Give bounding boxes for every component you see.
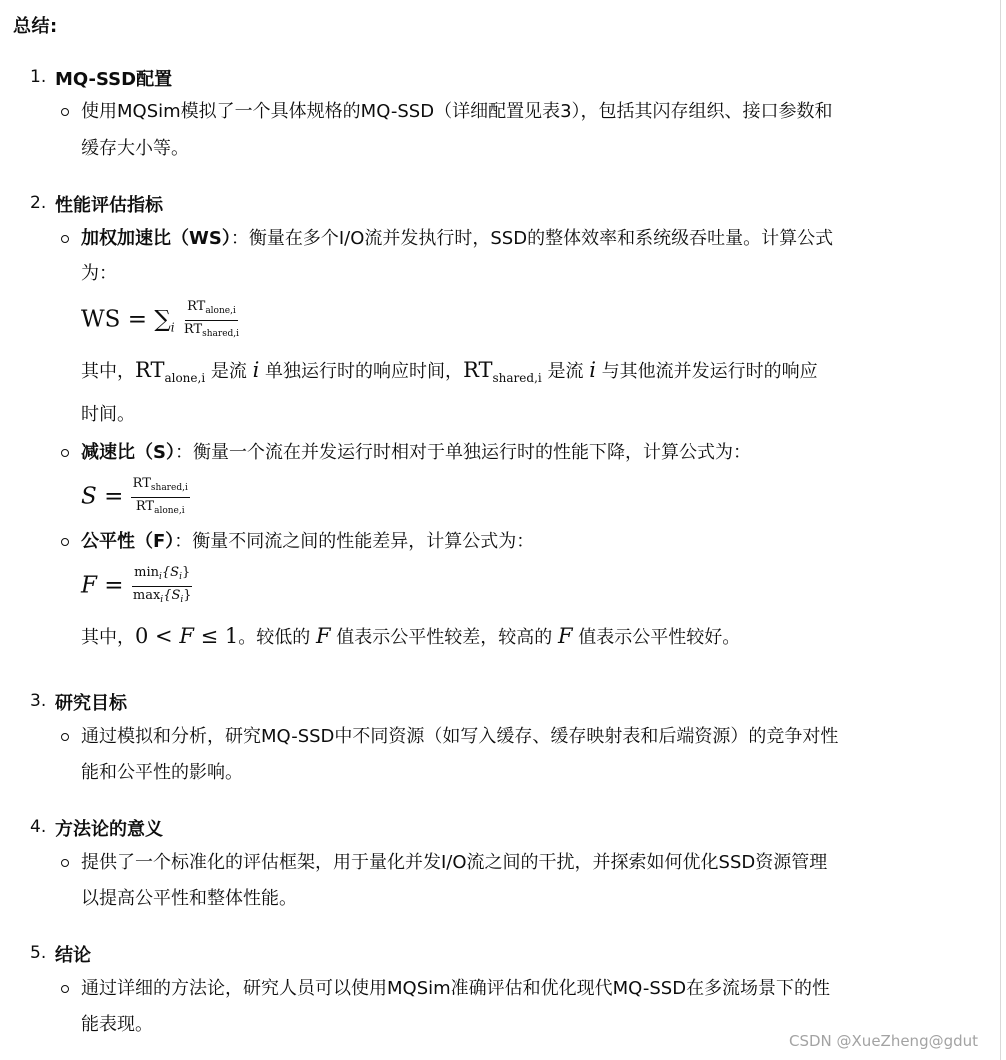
fairness-note: 其中，0 < F ≤ 1。较低的 F 值表示公平性较差，较高的 F 值表示公平性较好。: [81, 624, 741, 648]
bullet-marker: [61, 449, 69, 457]
slowdown-definition: 减速比（S）：衡量一个流在并发运行时相对于单独运行时的性能下降，计算公式为：: [81, 442, 751, 463]
fairness-fraction: $\frac{\min_i\{S_i\}}{\max_i\{S_i\}}$: [132, 565, 192, 605]
bullet-marker: [61, 859, 69, 867]
section-title-significance: 方法论的意义: [55, 819, 163, 840]
ws-text: ：衡量在多个I/O流并发执行时，SSD的整体效率和系统级吞吐量。计算公式: [230, 228, 834, 249]
bullet-marker: [61, 733, 69, 741]
fairness-definition: 公平性（F）：衡量不同流之间的性能差异，计算公式为：: [81, 531, 535, 552]
section-title-metrics: 性能评估指标: [55, 195, 163, 216]
ws-formula: WS = $\sum_i$ $\frac{RT_{alone,i}}{RT_{shared,i}}$: [81, 298, 241, 343]
fairness-label: 公平性（F）: [81, 531, 175, 552]
conclusion-text-line1: 通过详细的方法论，研究人员可以使用MQSim准确评估和优化现代MQ-SSD在多流场景下的性: [81, 978, 831, 999]
ws-fraction: $\frac{RT_{alone,i}}{RT_{shared,i}}$: [183, 299, 240, 339]
goals-text-line2: 能和公平性的影响。: [81, 762, 243, 783]
bullet-marker: [61, 538, 69, 546]
significance-text-line1: 提供了一个标准化的评估框架，用于量化并发I/O流之间的干扰，并探索如何优化SSD资源管理: [81, 852, 828, 873]
bullet-marker: [61, 108, 69, 116]
section-title-config: MQ-SSD配置: [55, 69, 173, 90]
section-number: 4.: [30, 817, 47, 837]
summary-heading: 总结:: [13, 16, 58, 37]
significance-text-line2: 以提高公平性和整体性能。: [81, 888, 297, 909]
slowdown-formula: S = $\frac{RT_{shared,i}}{RT_{alone,i}}$: [81, 475, 190, 520]
section-title-goals: 研究目标: [55, 693, 127, 714]
section-number: 3.: [30, 691, 47, 711]
conclusion-text-line2: 能表现。: [81, 1014, 153, 1035]
section-title-conclusion: 结论: [55, 945, 91, 966]
slowdown-fraction: $\frac{RT_{shared,i}}{RT_{alone,i}}$: [132, 476, 188, 516]
ws-definition-line2: 为：: [81, 263, 117, 284]
ws-definition-line1: [81, 227, 833, 251]
section-number: 1.: [30, 67, 47, 87]
slowdown-label: 减速比（S）: [81, 442, 175, 463]
goals-text-line1: 通过模拟和分析，研究MQ-SSD中不同资源（如写入缓存、缓存映射表和后端资源）的竞争对性: [81, 726, 839, 747]
ws-note-line1: 其中，$RT_{alone,i}$ 是流 i 单独运行时的响应时间，$RT_{shared,i}$ 是流 i 与其他流并发运行时的响应: [81, 358, 818, 385]
ws-label: 加权加速比（WS）: [81, 228, 231, 249]
config-text-line1: 使用MQSim模拟了一个具体规格的MQ-SSD（详细配置见表3），包括其闪存组织、接口参数和: [81, 101, 833, 122]
section-number: 5.: [30, 943, 47, 963]
ws-note-line2: 时间。: [81, 404, 135, 425]
fairness-formula: F = $\frac{\min_i\{S_i\}}{\max_i\{S_i\}}$: [81, 564, 194, 609]
bullet-marker: [61, 235, 69, 243]
csdn-watermark: CSDN @XueZheng@gdut: [789, 1032, 979, 1050]
section-number: 2.: [30, 193, 47, 213]
config-text-line2: 缓存大小等。: [81, 138, 189, 159]
right-border: [1000, 0, 1001, 1060]
bullet-marker: [61, 985, 69, 993]
